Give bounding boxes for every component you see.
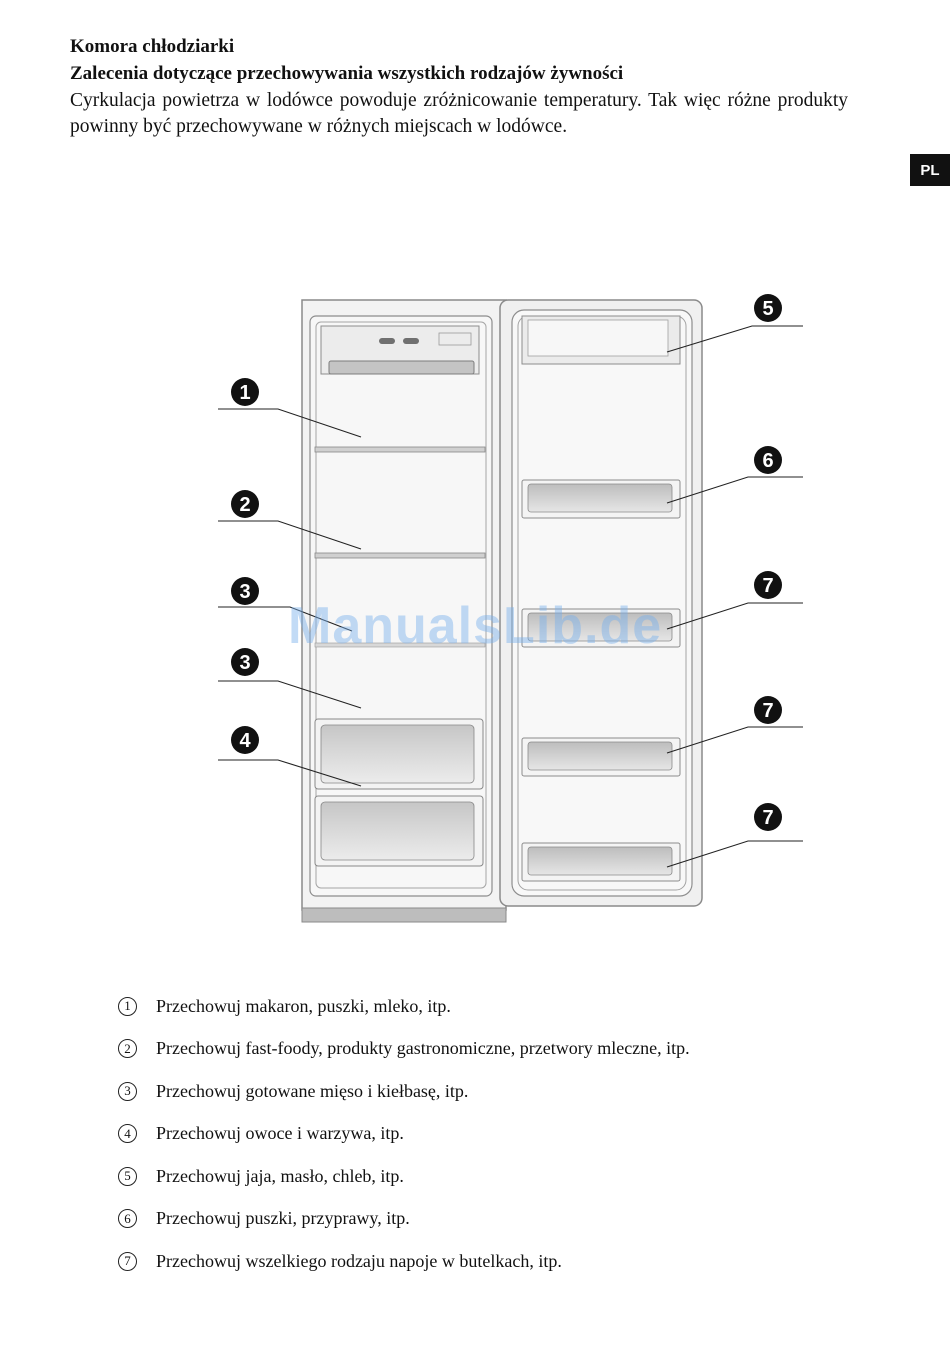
svg-text:2: 2 — [239, 494, 251, 516]
legend-text: Przechowuj owoce i warzywa, itp. — [156, 1123, 404, 1144]
legend-number: 4 — [118, 1124, 137, 1143]
legend-item-5 — [118, 1155, 690, 1198]
language-tab: PL — [910, 154, 950, 186]
crisper-drawer — [315, 719, 483, 789]
glass-shelf — [315, 553, 485, 558]
door-bin — [522, 738, 680, 776]
legend-item-3 — [118, 1070, 690, 1113]
callout-7 — [754, 571, 782, 599]
callout-7-middle — [754, 696, 782, 724]
crisper-drawer — [315, 796, 483, 866]
svg-text:4: 4 — [239, 730, 251, 752]
legend-item-1 — [118, 985, 690, 1028]
svg-text:6: 6 — [762, 450, 774, 472]
legend-text: Przechowuj jaja, masło, chleb, itp. — [156, 1165, 404, 1186]
callout-6 — [754, 446, 782, 474]
storage-legend — [118, 985, 690, 1283]
svg-text:3: 3 — [239, 581, 251, 603]
legend-number: 7 — [118, 1252, 137, 1271]
door-bin — [522, 480, 680, 518]
section-title: Komora chłodziarki — [70, 36, 235, 57]
callout-3 — [231, 577, 259, 605]
section-subtitle: Zalecenia dotyczące przechowywania wszystkich rodzajów żywności — [70, 63, 624, 84]
legend-number: 2 — [118, 1039, 137, 1058]
legend-item-6 — [118, 1198, 690, 1241]
watermark: ManualsLib.de — [288, 597, 663, 655]
callout-4 — [231, 726, 259, 754]
legend-item-4 — [118, 1113, 690, 1156]
legend-text: Przechowuj makaron, puszki, mleko, itp. — [156, 995, 451, 1016]
svg-text:3: 3 — [239, 652, 251, 674]
legend-number: 6 — [118, 1209, 137, 1228]
control-button-icon — [403, 338, 419, 344]
legend-text: Przechowuj wszelkiego rodzaju napoje w butelkach, itp. — [156, 1250, 562, 1271]
control-panel — [321, 326, 479, 374]
door-bin — [522, 843, 680, 881]
callout-1 — [231, 378, 259, 406]
svg-text:7: 7 — [762, 807, 774, 829]
callout-2 — [231, 490, 259, 518]
svg-text:7: 7 — [762, 700, 774, 722]
svg-text:1: 1 — [239, 382, 251, 404]
intro-paragraph: Cyrkulacja powietrza w lodówce powoduje zróżnicowanie temperatury. Tak więc różne produkty powinny być przechowywane w różnych miejscach w lodówce. — [70, 90, 848, 137]
legend-number: 1 — [118, 997, 137, 1016]
svg-text:5: 5 — [762, 298, 774, 320]
legend-number: 3 — [118, 1082, 137, 1101]
legend-text: Przechowuj puszki, przyprawy, itp. — [156, 1208, 410, 1229]
legend-text: Przechowuj gotowane mięso i kiełbasę, itp. — [156, 1080, 469, 1101]
legend-text: Przechowuj fast-foody, produkty gastronomiczne, przetwory mleczne, itp. — [156, 1038, 690, 1059]
control-button-icon — [379, 338, 395, 344]
callout-3-lower — [231, 648, 259, 676]
callout-7-bottom — [754, 803, 782, 831]
legend-number: 5 — [118, 1167, 137, 1186]
legend-item-7 — [118, 1240, 690, 1283]
legend-item-2 — [118, 1028, 690, 1071]
callout-5 — [754, 294, 782, 322]
svg-text:7: 7 — [762, 575, 774, 597]
dairy-compartment — [522, 316, 680, 364]
glass-shelf — [315, 447, 485, 452]
